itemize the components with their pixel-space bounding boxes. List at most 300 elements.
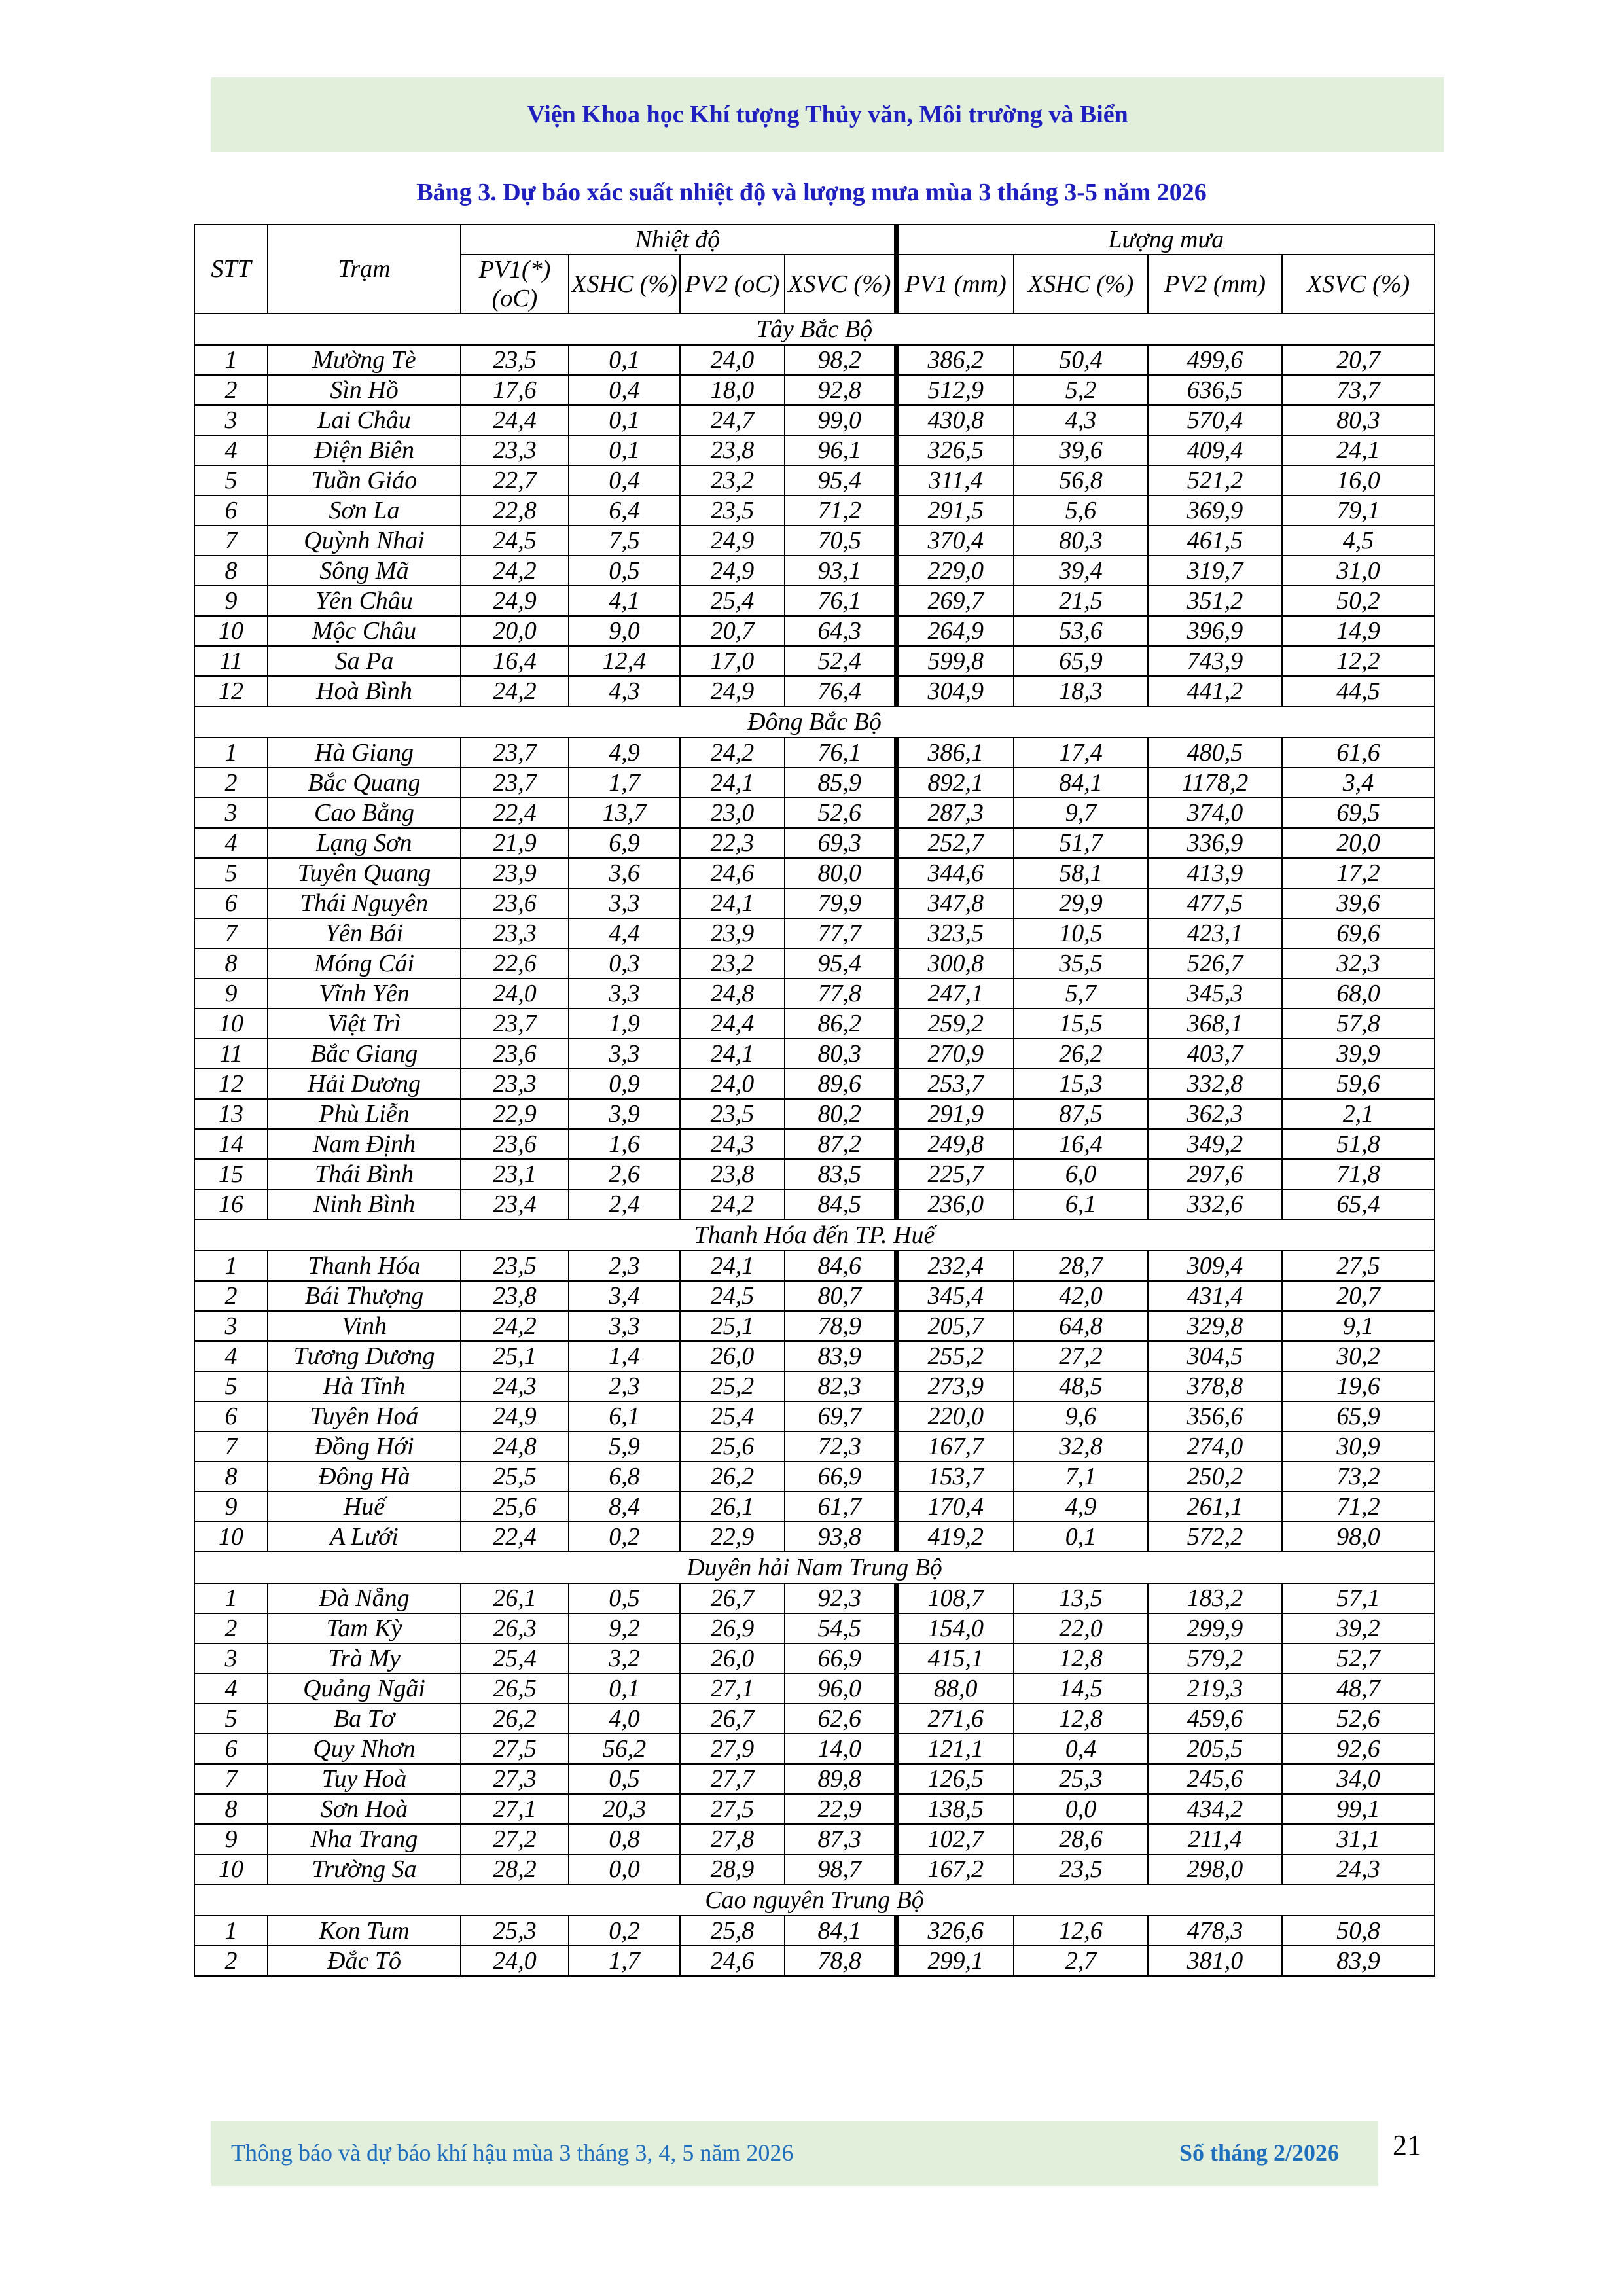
cell-stt: 12	[194, 1069, 268, 1099]
cell-pv1-temp: 23,7	[461, 738, 569, 768]
table-row	[194, 1704, 1435, 1734]
cell-xshc-temp: 0,2	[569, 1916, 680, 1946]
cell-pv2-rain: 477,5	[1148, 888, 1282, 918]
cell-xsvc-rain: 39,6	[1282, 888, 1435, 918]
cell-pv2-rain: 329,8	[1148, 1311, 1282, 1341]
cell-stt: 3	[194, 405, 268, 435]
cell-xsvc-temp: 69,3	[785, 828, 896, 858]
cell-pv2-temp: 24,7	[680, 405, 785, 435]
cell-stt: 1	[194, 345, 268, 375]
cell-pv1-rain: 345,4	[896, 1281, 1014, 1311]
cell-pv1-rain: 88,0	[896, 1674, 1014, 1704]
cell-pv2-temp: 23,2	[680, 465, 785, 495]
cell-stt: 2	[194, 768, 268, 798]
cell-pv1-rain: 386,1	[896, 738, 1014, 768]
cell-xsvc-temp: 22,9	[785, 1794, 896, 1824]
cell-pv1-rain: 512,9	[896, 375, 1014, 405]
cell-pv2-rain: 521,2	[1148, 465, 1282, 495]
table-row	[194, 646, 1435, 676]
cell-xsvc-temp: 76,4	[785, 676, 896, 706]
cell-xsvc-temp: 93,8	[785, 1522, 896, 1552]
cell-xshc-rain: 28,6	[1014, 1824, 1148, 1854]
cell-pv2-rain: 245,6	[1148, 1764, 1282, 1794]
cell-xshc-rain: 5,7	[1014, 978, 1148, 1009]
cell-xshc-rain: 9,6	[1014, 1401, 1148, 1431]
cell-pv1-temp: 24,3	[461, 1371, 569, 1401]
cell-pv2-temp: 26,1	[680, 1492, 785, 1522]
cell-pv2-rain: 261,1	[1148, 1492, 1282, 1522]
cell-pv2-rain: 636,5	[1148, 375, 1282, 405]
cell-pv1-temp: 25,6	[461, 1492, 569, 1522]
cell-xsvc-temp: 61,7	[785, 1492, 896, 1522]
cell-pv2-temp: 17,0	[680, 646, 785, 676]
table-row	[194, 1794, 1435, 1824]
cell-pv1-temp: 23,7	[461, 1009, 569, 1039]
cell-pv1-temp: 24,9	[461, 586, 569, 616]
table-row	[194, 1854, 1435, 1884]
cell-pv1-temp: 24,8	[461, 1431, 569, 1462]
cell-pv2-temp: 22,3	[680, 828, 785, 858]
cell-pv2-rain: 319,7	[1148, 556, 1282, 586]
cell-pv2-temp: 23,0	[680, 798, 785, 828]
cell-pv1-rain: 344,6	[896, 858, 1014, 888]
cell-stt: 4	[194, 828, 268, 858]
cell-xsvc-temp: 80,0	[785, 858, 896, 888]
table-row	[194, 1341, 1435, 1371]
cell-xshc-rain: 51,7	[1014, 828, 1148, 858]
cell-xsvc-rain: 30,2	[1282, 1341, 1435, 1371]
cell-pv1-temp: 23,1	[461, 1159, 569, 1189]
cell-pv1-temp: 24,2	[461, 556, 569, 586]
cell-xsvc-rain: 57,8	[1282, 1009, 1435, 1039]
cell-pv2-rain: 356,6	[1148, 1401, 1282, 1431]
table-row	[194, 1099, 1435, 1129]
cell-pv1-rain: 269,7	[896, 586, 1014, 616]
cell-xsvc-rain: 68,0	[1282, 978, 1435, 1009]
cell-stt: 15	[194, 1159, 268, 1189]
cell-xshc-rain: 18,3	[1014, 676, 1148, 706]
cell-xsvc-temp: 77,7	[785, 918, 896, 948]
cell-xsvc-rain: 73,7	[1282, 375, 1435, 405]
cell-pv1-temp: 28,2	[461, 1854, 569, 1884]
cell-pv1-temp: 26,2	[461, 1704, 569, 1734]
cell-pv2-rain: 345,3	[1148, 978, 1282, 1009]
cell-xsvc-temp: 79,9	[785, 888, 896, 918]
cell-xshc-temp: 1,7	[569, 1946, 680, 1976]
cell-stt: 2	[194, 375, 268, 405]
cell-pv1-temp: 24,4	[461, 405, 569, 435]
cell-xshc-rain: 12,8	[1014, 1704, 1148, 1734]
cell-pv1-temp: 23,6	[461, 1129, 569, 1159]
cell-pv1-temp: 22,8	[461, 495, 569, 526]
cell-station: Vinh	[268, 1311, 461, 1341]
cell-pv1-rain: 167,7	[896, 1431, 1014, 1462]
cell-xshc-temp: 1,6	[569, 1129, 680, 1159]
cell-xsvc-temp: 62,6	[785, 1704, 896, 1734]
cell-xsvc-rain: 80,3	[1282, 405, 1435, 435]
cell-xsvc-temp: 99,0	[785, 405, 896, 435]
table-row	[194, 375, 1435, 405]
cell-pv2-rain: 381,0	[1148, 1946, 1282, 1976]
cell-xshc-rain: 15,3	[1014, 1069, 1148, 1099]
cell-pv2-temp: 25,8	[680, 1916, 785, 1946]
cell-xshc-rain: 56,8	[1014, 465, 1148, 495]
cell-xshc-temp: 3,3	[569, 1039, 680, 1069]
cell-pv1-rain: 153,7	[896, 1462, 1014, 1492]
cell-stt: 1	[194, 1583, 268, 1613]
cell-xshc-rain: 6,0	[1014, 1159, 1148, 1189]
cell-stt: 13	[194, 1099, 268, 1129]
cell-xsvc-rain: 39,2	[1282, 1613, 1435, 1643]
col-tram: Trạm	[268, 224, 461, 314]
cell-pv1-rain: 102,7	[896, 1824, 1014, 1854]
col-xshc-temp: XSHC (%)	[569, 255, 680, 314]
cell-xshc-rain: 32,8	[1014, 1431, 1148, 1462]
cell-station: Hà Giang	[268, 738, 461, 768]
cell-pv1-temp: 24,2	[461, 1311, 569, 1341]
cell-pv2-rain: 309,4	[1148, 1251, 1282, 1281]
cell-station: Sìn Hồ	[268, 375, 461, 405]
cell-pv1-rain: 304,9	[896, 676, 1014, 706]
table-row	[194, 858, 1435, 888]
cell-xsvc-temp: 80,2	[785, 1099, 896, 1129]
cell-pv1-temp: 25,4	[461, 1643, 569, 1674]
cell-xsvc-rain: 20,0	[1282, 828, 1435, 858]
cell-station: Mộc Châu	[268, 616, 461, 646]
table-row	[194, 738, 1435, 768]
cell-pv1-rain: 311,4	[896, 465, 1014, 495]
cell-stt: 8	[194, 1462, 268, 1492]
cell-pv1-temp: 25,5	[461, 1462, 569, 1492]
cell-station: Thái Nguyên	[268, 888, 461, 918]
table-row	[194, 405, 1435, 435]
table-row	[194, 1734, 1435, 1764]
cell-xshc-temp: 4,9	[569, 738, 680, 768]
cell-pv2-temp: 27,5	[680, 1794, 785, 1824]
cell-xsvc-rain: 34,0	[1282, 1764, 1435, 1794]
cell-xshc-rain: 10,5	[1014, 918, 1148, 948]
cell-xshc-rain: 87,5	[1014, 1099, 1148, 1129]
cell-pv1-temp: 23,8	[461, 1281, 569, 1311]
cell-stt: 8	[194, 948, 268, 978]
cell-pv2-rain: 480,5	[1148, 738, 1282, 768]
cell-pv2-rain: 459,6	[1148, 1704, 1282, 1734]
table-row	[194, 1643, 1435, 1674]
cell-xshc-temp: 0,4	[569, 465, 680, 495]
cell-pv1-rain: 121,1	[896, 1734, 1014, 1764]
footer-publication-title: Thông báo và dự báo khí hậu mùa 3 tháng 3, 4, 5 năm 2026	[231, 2140, 794, 2166]
cell-stt: 1	[194, 738, 268, 768]
cell-pv2-rain: 378,8	[1148, 1371, 1282, 1401]
cell-xsvc-temp: 95,4	[785, 465, 896, 495]
table-row	[194, 1613, 1435, 1643]
cell-xshc-rain: 80,3	[1014, 526, 1148, 556]
cell-xsvc-rain: 59,6	[1282, 1069, 1435, 1099]
cell-pv1-rain: 154,0	[896, 1613, 1014, 1643]
cell-xshc-rain: 0,1	[1014, 1522, 1148, 1552]
cell-xshc-rain: 26,2	[1014, 1039, 1148, 1069]
table-row	[194, 1916, 1435, 1946]
cell-pv1-temp: 23,6	[461, 888, 569, 918]
col-xsvc-temp: XSVC (%)	[785, 255, 896, 314]
cell-xshc-rain: 0,4	[1014, 1734, 1148, 1764]
cell-pv2-temp: 24,1	[680, 1251, 785, 1281]
cell-xsvc-temp: 76,1	[785, 738, 896, 768]
cell-pv2-rain: 572,2	[1148, 1522, 1282, 1552]
table-row	[194, 1522, 1435, 1552]
cell-station: Việt Trì	[268, 1009, 461, 1039]
cell-pv1-rain: 419,2	[896, 1522, 1014, 1552]
cell-station: Ba Tơ	[268, 1704, 461, 1734]
cell-pv1-temp: 23,3	[461, 1069, 569, 1099]
cell-pv2-temp: 23,9	[680, 918, 785, 948]
table-row	[194, 1129, 1435, 1159]
cell-station: Đắc Tô	[268, 1946, 461, 1976]
cell-xsvc-rain: 52,6	[1282, 1704, 1435, 1734]
cell-xshc-rain: 35,5	[1014, 948, 1148, 978]
cell-xsvc-rain: 30,9	[1282, 1431, 1435, 1462]
cell-pv1-temp: 24,2	[461, 676, 569, 706]
cell-pv1-temp: 21,9	[461, 828, 569, 858]
cell-pv1-rain: 347,8	[896, 888, 1014, 918]
cell-pv2-temp: 26,0	[680, 1643, 785, 1674]
table-row	[194, 768, 1435, 798]
cell-station: Quảng Ngãi	[268, 1674, 461, 1704]
cell-xshc-rain: 9,7	[1014, 798, 1148, 828]
cell-xsvc-rain: 71,2	[1282, 1492, 1435, 1522]
cell-stt: 5	[194, 858, 268, 888]
cell-xsvc-rain: 4,5	[1282, 526, 1435, 556]
cell-xsvc-temp: 54,5	[785, 1613, 896, 1643]
cell-xsvc-temp: 89,6	[785, 1069, 896, 1099]
cell-xshc-temp: 4,3	[569, 676, 680, 706]
cell-pv2-temp: 24,2	[680, 738, 785, 768]
cell-xshc-rain: 4,3	[1014, 405, 1148, 435]
cell-pv2-temp: 24,4	[680, 1009, 785, 1039]
cell-pv2-rain: 205,5	[1148, 1734, 1282, 1764]
cell-stt: 12	[194, 676, 268, 706]
cell-pv1-temp: 22,6	[461, 948, 569, 978]
col-pv1-temp: PV1(*) (oC)	[461, 255, 569, 314]
cell-pv1-rain: 220,0	[896, 1401, 1014, 1431]
footer-issue-number: Số tháng 2/2026	[1179, 2140, 1339, 2166]
cell-xshc-temp: 9,0	[569, 616, 680, 646]
cell-pv1-rain: 430,8	[896, 405, 1014, 435]
table-row	[194, 526, 1435, 556]
cell-xsvc-temp: 92,3	[785, 1583, 896, 1613]
cell-xsvc-temp: 95,4	[785, 948, 896, 978]
cell-xshc-temp: 9,2	[569, 1613, 680, 1643]
cell-xshc-temp: 0,1	[569, 345, 680, 375]
table-row	[194, 676, 1435, 706]
cell-xsvc-rain: 12,2	[1282, 646, 1435, 676]
col-xshc-rain: XSHC (%)	[1014, 255, 1148, 314]
cell-xsvc-temp: 84,5	[785, 1189, 896, 1219]
cell-station: Hải Dương	[268, 1069, 461, 1099]
cell-xsvc-temp: 83,9	[785, 1341, 896, 1371]
cell-xsvc-temp: 72,3	[785, 1431, 896, 1462]
cell-xshc-temp: 4,4	[569, 918, 680, 948]
cell-stt: 10	[194, 616, 268, 646]
cell-pv2-temp: 24,9	[680, 676, 785, 706]
cell-stt: 9	[194, 1824, 268, 1854]
cell-pv2-rain: 369,9	[1148, 495, 1282, 526]
cell-pv2-temp: 27,7	[680, 1764, 785, 1794]
cell-pv2-temp: 23,2	[680, 948, 785, 978]
cell-pv2-temp: 20,7	[680, 616, 785, 646]
cell-pv1-rain: 126,5	[896, 1764, 1014, 1794]
cell-pv2-rain: 274,0	[1148, 1431, 1282, 1462]
cell-xsvc-temp: 83,5	[785, 1159, 896, 1189]
region-row	[194, 1552, 1435, 1583]
cell-stt: 14	[194, 1129, 268, 1159]
cell-xshc-rain: 23,5	[1014, 1854, 1148, 1884]
cell-pv2-temp: 26,7	[680, 1704, 785, 1734]
cell-stt: 10	[194, 1854, 268, 1884]
cell-pv2-temp: 24,3	[680, 1129, 785, 1159]
cell-pv1-temp: 24,9	[461, 1401, 569, 1431]
table-row	[194, 798, 1435, 828]
cell-station: Lạng Sơn	[268, 828, 461, 858]
cell-pv1-rain: 299,1	[896, 1946, 1014, 1976]
cell-pv1-temp: 27,3	[461, 1764, 569, 1794]
cell-pv1-temp: 27,2	[461, 1824, 569, 1854]
cell-xsvc-temp: 80,7	[785, 1281, 896, 1311]
cell-stt: 10	[194, 1009, 268, 1039]
cell-xshc-rain: 42,0	[1014, 1281, 1148, 1311]
cell-pv2-temp: 24,9	[680, 526, 785, 556]
cell-xsvc-rain: 31,1	[1282, 1824, 1435, 1854]
cell-station: Điện Biên	[268, 435, 461, 465]
cell-pv1-rain: 291,9	[896, 1099, 1014, 1129]
region-name: Cao nguyên Trung Bộ	[194, 1884, 1435, 1916]
cell-pv2-rain: 570,4	[1148, 405, 1282, 435]
region-name: Duyên hải Nam Trung Bộ	[194, 1552, 1435, 1583]
cell-xshc-rain: 84,1	[1014, 768, 1148, 798]
table-header	[194, 224, 1435, 314]
cell-pv2-rain: 396,9	[1148, 616, 1282, 646]
cell-xsvc-temp: 80,3	[785, 1039, 896, 1069]
table-row	[194, 586, 1435, 616]
cell-pv2-rain: 526,7	[1148, 948, 1282, 978]
cell-pv1-temp: 23,3	[461, 435, 569, 465]
cell-xsvc-rain: 57,1	[1282, 1583, 1435, 1613]
cell-station: Tuần Giáo	[268, 465, 461, 495]
cell-pv2-rain: 349,2	[1148, 1129, 1282, 1159]
cell-xsvc-rain: 16,0	[1282, 465, 1435, 495]
cell-pv2-temp: 24,6	[680, 1946, 785, 1976]
cell-xsvc-temp: 82,3	[785, 1371, 896, 1401]
cell-pv2-rain: 211,4	[1148, 1824, 1282, 1854]
cell-pv1-rain: 326,5	[896, 435, 1014, 465]
cell-xshc-rain: 15,5	[1014, 1009, 1148, 1039]
cell-xshc-rain: 53,6	[1014, 616, 1148, 646]
cell-pv2-temp: 22,9	[680, 1522, 785, 1552]
cell-xshc-rain: 14,5	[1014, 1674, 1148, 1704]
cell-pv2-rain: 298,0	[1148, 1854, 1282, 1884]
cell-station: Đà Nẵng	[268, 1583, 461, 1613]
table-row	[194, 948, 1435, 978]
cell-xshc-rain: 50,4	[1014, 345, 1148, 375]
cell-stt: 6	[194, 495, 268, 526]
table-row	[194, 1764, 1435, 1794]
table-row	[194, 435, 1435, 465]
col-group-temperature: Nhiệt độ	[461, 224, 896, 255]
cell-xshc-rain: 65,9	[1014, 646, 1148, 676]
cell-station: Nam Định	[268, 1129, 461, 1159]
cell-xshc-rain: 39,6	[1014, 435, 1148, 465]
cell-xsvc-temp: 96,0	[785, 1674, 896, 1704]
cell-stt: 8	[194, 556, 268, 586]
cell-pv2-rain: 297,6	[1148, 1159, 1282, 1189]
cell-pv1-temp: 22,4	[461, 798, 569, 828]
cell-xshc-temp: 4,0	[569, 1704, 680, 1734]
cell-xshc-rain: 39,4	[1014, 556, 1148, 586]
cell-pv2-temp: 25,2	[680, 1371, 785, 1401]
cell-xsvc-temp: 71,2	[785, 495, 896, 526]
cell-stt: 5	[194, 465, 268, 495]
cell-station: Trường Sa	[268, 1854, 461, 1884]
table-row	[194, 1824, 1435, 1854]
cell-xshc-temp: 0,9	[569, 1069, 680, 1099]
col-pv2-rain: PV2 (mm)	[1148, 255, 1282, 314]
cell-xsvc-rain: 3,4	[1282, 768, 1435, 798]
cell-pv1-temp: 22,9	[461, 1099, 569, 1129]
cell-stt: 7	[194, 918, 268, 948]
cell-xsvc-temp: 93,1	[785, 556, 896, 586]
cell-station: Trà My	[268, 1643, 461, 1674]
cell-station: Sông Mã	[268, 556, 461, 586]
cell-pv1-temp: 23,5	[461, 345, 569, 375]
cell-xsvc-rain: 83,9	[1282, 1946, 1435, 1976]
cell-station: A Lưới	[268, 1522, 461, 1552]
col-xsvc-rain: XSVC (%)	[1282, 255, 1435, 314]
cell-xshc-rain: 17,4	[1014, 738, 1148, 768]
cell-xshc-rain: 12,6	[1014, 1916, 1148, 1946]
cell-xshc-temp: 12,4	[569, 646, 680, 676]
cell-pv2-rain: 478,3	[1148, 1916, 1282, 1946]
cell-xsvc-rain: 24,1	[1282, 435, 1435, 465]
cell-station: Sơn Hoà	[268, 1794, 461, 1824]
cell-xsvc-temp: 69,7	[785, 1401, 896, 1431]
col-pv2-temp: PV2 (oC)	[680, 255, 785, 314]
cell-xsvc-temp: 78,8	[785, 1946, 896, 1976]
cell-pv2-temp: 24,5	[680, 1281, 785, 1311]
cell-pv1-temp: 27,1	[461, 1794, 569, 1824]
forecast-table	[194, 224, 1435, 1977]
table-row	[194, 1583, 1435, 1613]
cell-station: Bắc Giang	[268, 1039, 461, 1069]
table-row	[194, 1401, 1435, 1431]
cell-pv2-rain: 461,5	[1148, 526, 1282, 556]
cell-station: Đông Hà	[268, 1462, 461, 1492]
cell-station: Nha Trang	[268, 1824, 461, 1854]
cell-pv2-temp: 26,7	[680, 1583, 785, 1613]
cell-pv1-rain: 249,8	[896, 1129, 1014, 1159]
cell-pv2-rain: 304,5	[1148, 1341, 1282, 1371]
cell-xsvc-rain: 69,6	[1282, 918, 1435, 948]
cell-pv2-rain: 351,2	[1148, 586, 1282, 616]
cell-station: Ninh Bình	[268, 1189, 461, 1219]
cell-pv2-temp: 25,1	[680, 1311, 785, 1341]
cell-pv1-temp: 23,5	[461, 1251, 569, 1281]
cell-station: Tam Kỳ	[268, 1613, 461, 1643]
table-row	[194, 978, 1435, 1009]
cell-pv2-rain: 403,7	[1148, 1039, 1282, 1069]
cell-xshc-temp: 13,7	[569, 798, 680, 828]
cell-pv2-temp: 24,0	[680, 1069, 785, 1099]
cell-pv2-rain: 368,1	[1148, 1009, 1282, 1039]
